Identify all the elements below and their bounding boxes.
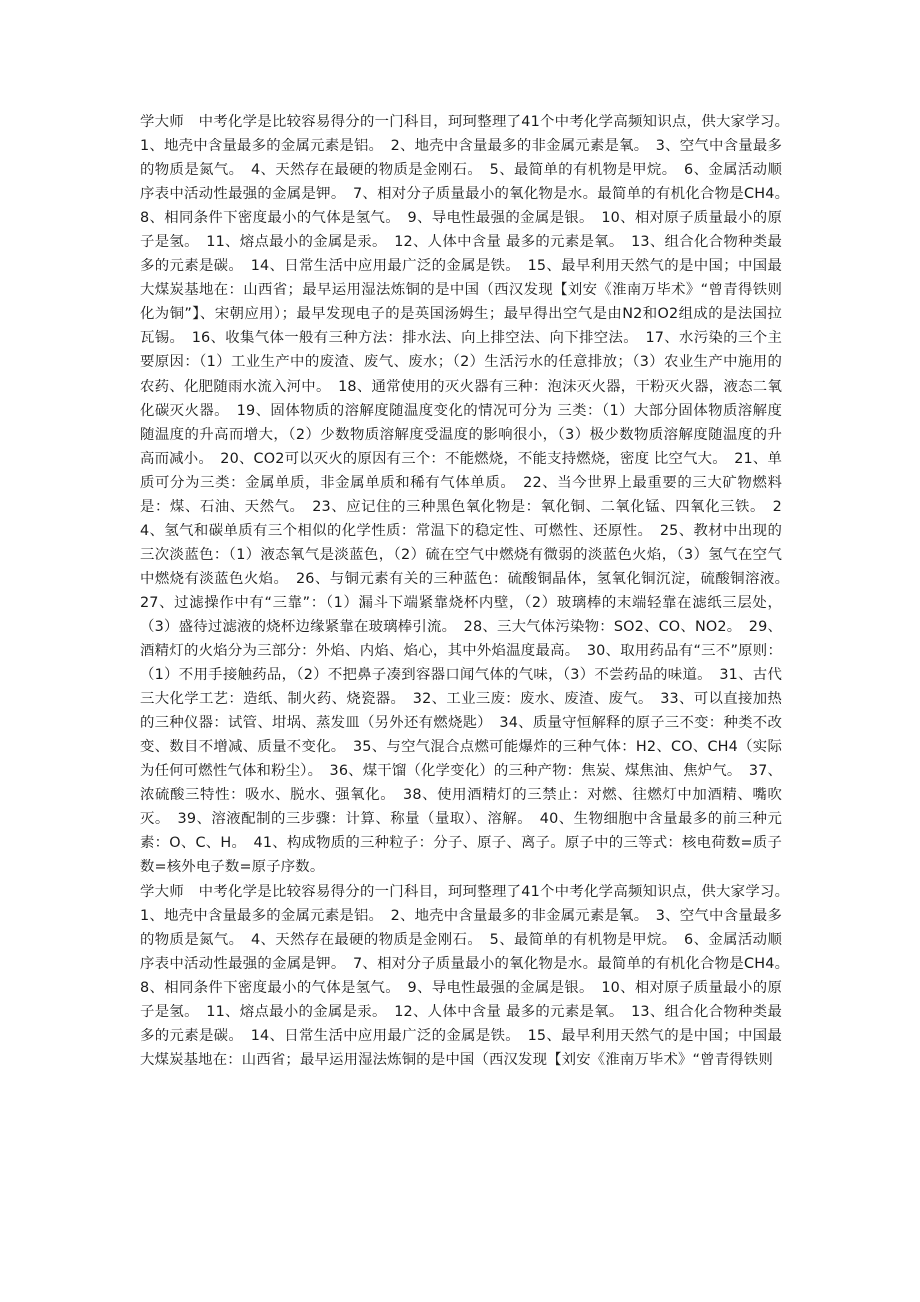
document-page: [140, 110, 797, 1072]
body-paragraph-2: 学大师 中考化学是比较容易得分的一门科目，珂珂整理了41个中考化学高频知识点，供大家学习。 1、地壳中含量最多的金属元素是铝。 2、地壳中含量最多的非金属元素是氧。 3、空气中含量最多的物质是氮气。 4、天然存在最硬的物质是金刚石。 5、最简单的有机物是甲烷。 6、金属活动顺序表中活动性最强的金属是钾。 7、相对分子质量最小的氧化物是水。最简单的有机化合物是CH4。 8、相同条件下密度最小的气体是氢气。 9、导电性最强的金属是银。 10、相对原子质量最小的原子是氢。 11、熔点最小的金属是汞。 12、人体中含量 最多的元素是氧。 13、组合化合物种类最多的元素是碳。 14、日常生活中应用最广泛的金属是铁。 15、最早利用天然气的是中国；中国最大煤炭基地在：山西省；最早运用湿法炼铜的是中国（西汉发现【刘安《淮南万毕术》“曾青得铁则: [140, 883, 797, 1068]
body-paragraph-1: 学大师 中考化学是比较容易得分的一门科目，珂珂整理了41个中考化学高频知识点，供大家学习。 1、地壳中含量最多的金属元素是铝。 2、地壳中含量最多的非金属元素是氧。 3、空气中含量最多的物质是氮气。 4、天然存在最硬的物质是金刚石。 5、最简单的有机物是甲烷。 6、金属活动顺序表中活动性最强的金属是钾。 7、相对分子质量最小的氧化物是水。最简单的有机化合物是CH4。 8、相同条件下密度最小的气体是氢气。 9、导电性最强的金属是银。 10、相对原子质量最小的原子是氢。 11、熔点最小的金属是汞。 12、人体中含量 最多的元素是氧。 13、组合化合物种类最多的元素是碳。 14、日常生活中应用最广泛的金属是铁。 15、最早利用天然气的是中国；中国最大煤炭基地在：山西省；最早运用湿法炼铜的是中国（西汉发现【刘安《淮南万毕术》“曾青得铁则化为铜”】、宋朝应用）；最早发现电子的是英国汤姆生；最早得出空气是由N2和O2组成的是法国拉瓦锡。 16、收集气体一般有三种方法：排水法、向上排空法、向下排空法。 17、水污染的三个主要原因：（1）工业生产中的废渣、废气、废水；（2）生活污水的任意排放；（3）农业生产中施用的农药、化肥随雨水流入河中。 18、通常使用的灭火器有三种：泡沫灭火器，干粉灭火器，液态二氧化碳灭火器。 19、固体物质的溶解度随温度变化的情况可分为 三类：（1）大部分固体物质溶解度随温度的升高而增大，（2）少数物质溶解度受温度的影响很小，（3）极少数物质溶解度随温度的升高而减小。 20、CO2可以灭火的原因有三个：不能燃烧，不能支持燃烧，密度 比空气大。 21、单质可分为三类：金属单质，非金属单质和稀有气体单质。 22、当今世界上最重要的三大矿物燃料是：煤、石油、天然气。 23、应记住的三种黑色氧化物是：氧化铜、二氧化锰、四氧化三铁。 24、氢气和碳单质有三个相似的化学性质：常温下的稳定性、可燃性、还原性。 25、教材中出现的三次淡蓝色：（1）液态氧气是淡蓝色，（2）硫在空气中燃烧有微弱的淡蓝色火焰，（3）氢气在空气中燃烧有淡蓝色火焰。 26、与铜元素有关的三种蓝色：硫酸铜晶体，氢氧化铜沉淀，硫酸铜溶液。 27、过滤操作中有“三靠”：（1）漏斗下端紧靠烧杯内壁，（2）玻璃棒的末端轻靠在滤纸三层处，（3）盛待过滤液的烧杯边缘紧靠在玻璃棒引流。 28、三大气体污染物：SO2、CO、NO2。 29、酒精灯的火焰分为三部分：外焰、内焰、焰心，其中外焰温度最高。 30、取用药品有“三不”原则：（1）不用手接触药品，（2）不把鼻子凑到容器口闻气体的气味，（3）不尝药品的味道。 31、古代三大化学工艺：造纸、制火药、烧瓷器。 32、工业三废：废水、废渣、废气。 33、可以直接加热的三种仪器：试管、坩埚、蒸发皿（另外还有燃烧匙） 34、质量守恒解释的原子三不变：种类不改变、数目不增减、质量不变化。 35、与空气混合点燃可能爆炸的三种气体：H2、CO、CH4（实际为任何可燃性气体和粉尘）。 36、煤干馏（化学变化）的三种产物：焦炭、煤焦油、焦炉气。 37、浓硫酸三特性：吸水、脱水、强氧化。 38、使用酒精灯的三禁止：对燃、往燃灯中加酒精、嘴吹灭。 39、溶液配制的三步骤：计算、称量（量取）、溶解。 40、生物细胞中含量最多的前三种元素：O、C、H。 41、构成物质的三种粒子：分子、原子、离子。原子中的三等式：核电荷数=质子数=核外电子数=原子序数。: [140, 114, 797, 876]
